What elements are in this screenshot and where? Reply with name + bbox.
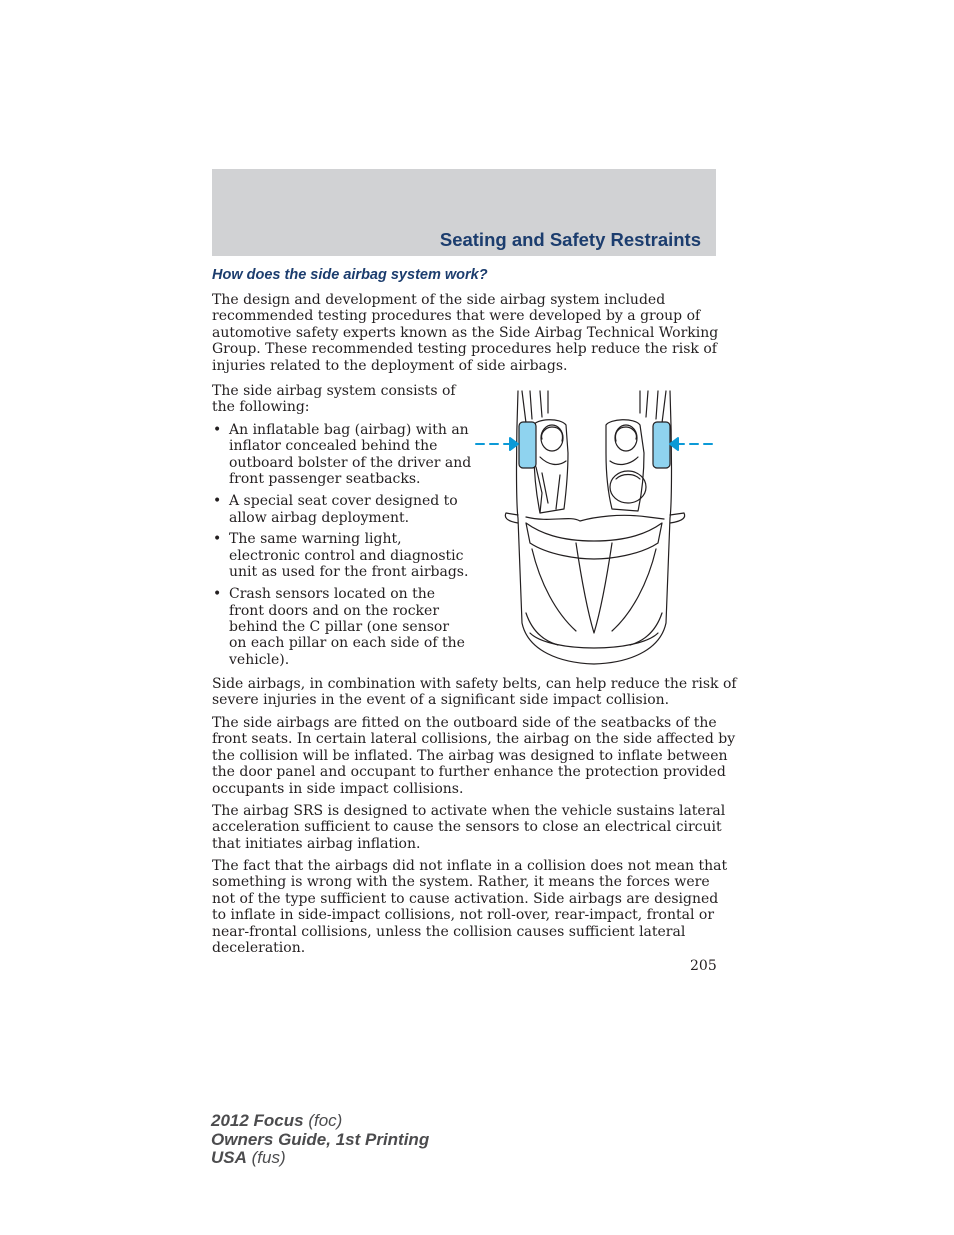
mirror-left: [505, 513, 518, 523]
list-item: [212, 531, 468, 580]
text-line: near-frontal collisions, unless the collision causes sufficient lateral: [212, 923, 686, 940]
bullet-icon: •: [213, 586, 222, 603]
text-line: severe injuries in the event of a significant side impact collision.: [212, 692, 670, 709]
bullet-icon: •: [213, 493, 222, 510]
airbag-icon: [653, 422, 670, 468]
footer-market-code: (fus): [251, 1148, 286, 1167]
intro-paragraph: [212, 292, 718, 374]
footer-printing: Owners Guide, 1st Printing: [211, 1129, 430, 1149]
paragraph: [212, 803, 725, 852]
text-line: The fact that the airbags did not inflate in a collision does not mean that: [212, 858, 728, 874]
text-line: injuries related to the deployment of side airbags.: [212, 357, 568, 374]
consists-of-paragraph: [212, 383, 456, 416]
text-line: electronic control and diagnostic: [229, 547, 464, 564]
text-line: Crash sensors located on the: [229, 586, 436, 603]
text-line: front seats. In certain lateral collisions, the airbag on the side affected by: [212, 731, 736, 748]
front-bumper: [530, 633, 658, 648]
page-number: 205: [690, 958, 717, 974]
text-line: the door panel and occupant to further enhance the protection provided: [212, 764, 726, 781]
text-line: The airbag SRS is designed to activate when the vehicle sustains lateral: [212, 803, 726, 819]
mirror-right: [670, 513, 685, 523]
text-line: the following:: [212, 399, 310, 416]
text-line: An inflatable bag (airbag) with an: [229, 422, 469, 438]
footer-line-model: [211, 1112, 429, 1131]
text-line: Side airbags, in combination with safety belts, can help reduce the risk of: [212, 676, 737, 692]
text-line: occupants in side impact collisions.: [212, 780, 464, 797]
paragraph: [212, 676, 737, 709]
text-line: inflator concealed behind the: [229, 438, 438, 455]
text-line: The design and development of the side airbag system included: [212, 292, 666, 308]
car-body-outline: [517, 391, 672, 664]
paragraph: [212, 715, 735, 797]
text-line: outboard bolster of the driver and: [229, 454, 472, 471]
text-line: The side airbag system consists of: [212, 383, 456, 399]
text-line: A special seat cover designed to: [229, 493, 458, 510]
text-line: front passenger seatbacks.: [229, 471, 421, 488]
door-frame-left: [522, 391, 548, 423]
footer-model: 2012 Focus: [211, 1111, 304, 1130]
text-line: acceleration sufficient to cause the sensors to close an electrical circuit: [212, 819, 722, 836]
text-line: deceleration.: [212, 940, 306, 957]
section-header-band: [212, 169, 716, 256]
side-airbag-illustration: [470, 383, 718, 668]
text-line: automotive safety experts known as the Side Airbag Technical Working: [212, 324, 719, 341]
footer-model-code: (foc): [308, 1111, 343, 1130]
footer-line-printing: [211, 1131, 429, 1150]
text-line: the collision will be inflated. The airbag was designed to inflate between: [212, 747, 728, 764]
text-line: front doors and on the rocker: [229, 602, 440, 619]
subheading: How does the side airbag system work?: [212, 267, 488, 283]
side-impact-arrow-icon: [670, 438, 712, 450]
footer-market: USA: [211, 1148, 247, 1167]
side-impact-arrow-icon: [476, 438, 518, 450]
windshield: [526, 523, 662, 559]
driver-occupant: [534, 420, 568, 513]
paragraph: [212, 858, 727, 956]
text-line: Group. These recommended testing procedures help reduce the risk of: [212, 341, 717, 358]
passenger-occupant: [606, 420, 646, 511]
bullet-icon: •: [213, 531, 222, 548]
text-line: something is wrong with the system. Rather, it means the forces were: [212, 874, 710, 891]
airbag-icon: [519, 422, 536, 468]
text-line: The same warning light,: [229, 531, 402, 548]
dashboard: [526, 515, 664, 521]
section-title: Seating and Safety Restraints: [439, 229, 701, 250]
text-line: allow airbag deployment.: [229, 509, 410, 526]
text-line: vehicle).: [229, 651, 290, 668]
bullet-icon: •: [213, 422, 222, 438]
document-footer: [211, 1112, 429, 1168]
text-line: unit as used for the front airbags.: [229, 564, 469, 581]
door-frame-right: [640, 391, 666, 423]
footer-line-market: [211, 1149, 429, 1168]
list-item: [212, 422, 472, 488]
hood-center: [576, 543, 612, 633]
text-line: that initiates airbag inflation.: [212, 835, 421, 852]
text-line: to inflate in side-impact collisions, not roll-over, rear-impact, frontal or: [212, 907, 715, 924]
list-item: [212, 586, 468, 668]
hood-right: [612, 549, 656, 631]
text-line: behind the C pillar (one sensor: [229, 618, 450, 635]
text-line: recommended testing procedures that were developed by a group of: [212, 308, 701, 325]
hood-left: [532, 549, 576, 631]
text-line: on each pillar on each side of the: [229, 635, 465, 652]
list-item: [212, 493, 468, 526]
text-line: not of the type sufficient to cause activation. Side airbags are designed: [212, 890, 719, 907]
component-list: [212, 422, 472, 674]
text-line: The side airbags are fitted on the outboard side of the seatbacks of the: [212, 715, 717, 731]
